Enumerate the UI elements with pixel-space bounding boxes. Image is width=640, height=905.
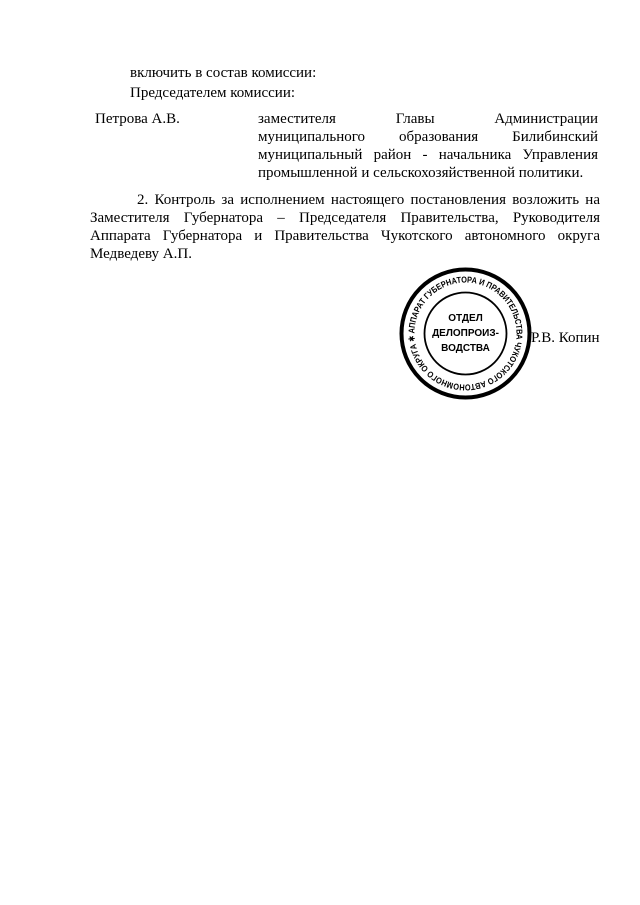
office-stamp	[398, 266, 533, 401]
stamp-ring-text: АППАРАТ ГУБЕРНАТОРА И ПРАВИТЕЛЬСТВА ЧУКОТСКОГО АВТОНОМНОГО ОКРУГА ✱	[406, 274, 525, 393]
member-position-line-4: промышленной и сельскохозяйственной политики.	[258, 165, 584, 181]
member-name: Петрова А.В.	[95, 111, 180, 127]
member-position-line-3: муниципальный район - начальника Управления	[258, 147, 598, 163]
stamp-center-line-3: ВОДСТВА	[441, 343, 490, 354]
member-position-line-1: заместителя Главы Администрации	[258, 111, 598, 127]
stamp-center-line-1: ОТДЕЛ	[448, 313, 483, 324]
intro-line-2: Председателем комиссии:	[130, 85, 296, 101]
paragraph2-line-3: Аппарата Губернатора и Правительства Чукотского автономного округа	[90, 228, 600, 244]
intro-line-1: включить в состав комиссии:	[130, 65, 317, 81]
paragraph2-line-4: Медведеву А.П.	[90, 246, 192, 262]
paragraph2-line-1: 2. Контроль за исполнением настоящего постановления возложить на	[137, 192, 600, 208]
member-position-line-2: муниципального образования Билибинский	[258, 129, 598, 145]
signatory-name: Р.В. Копин	[531, 330, 600, 346]
paragraph2-line-2: Заместителя Губернатора – Председателя Правительства, Руководителя	[90, 210, 600, 226]
stamp-center-line-2: ДЕЛОПРОИЗ-	[432, 328, 499, 339]
